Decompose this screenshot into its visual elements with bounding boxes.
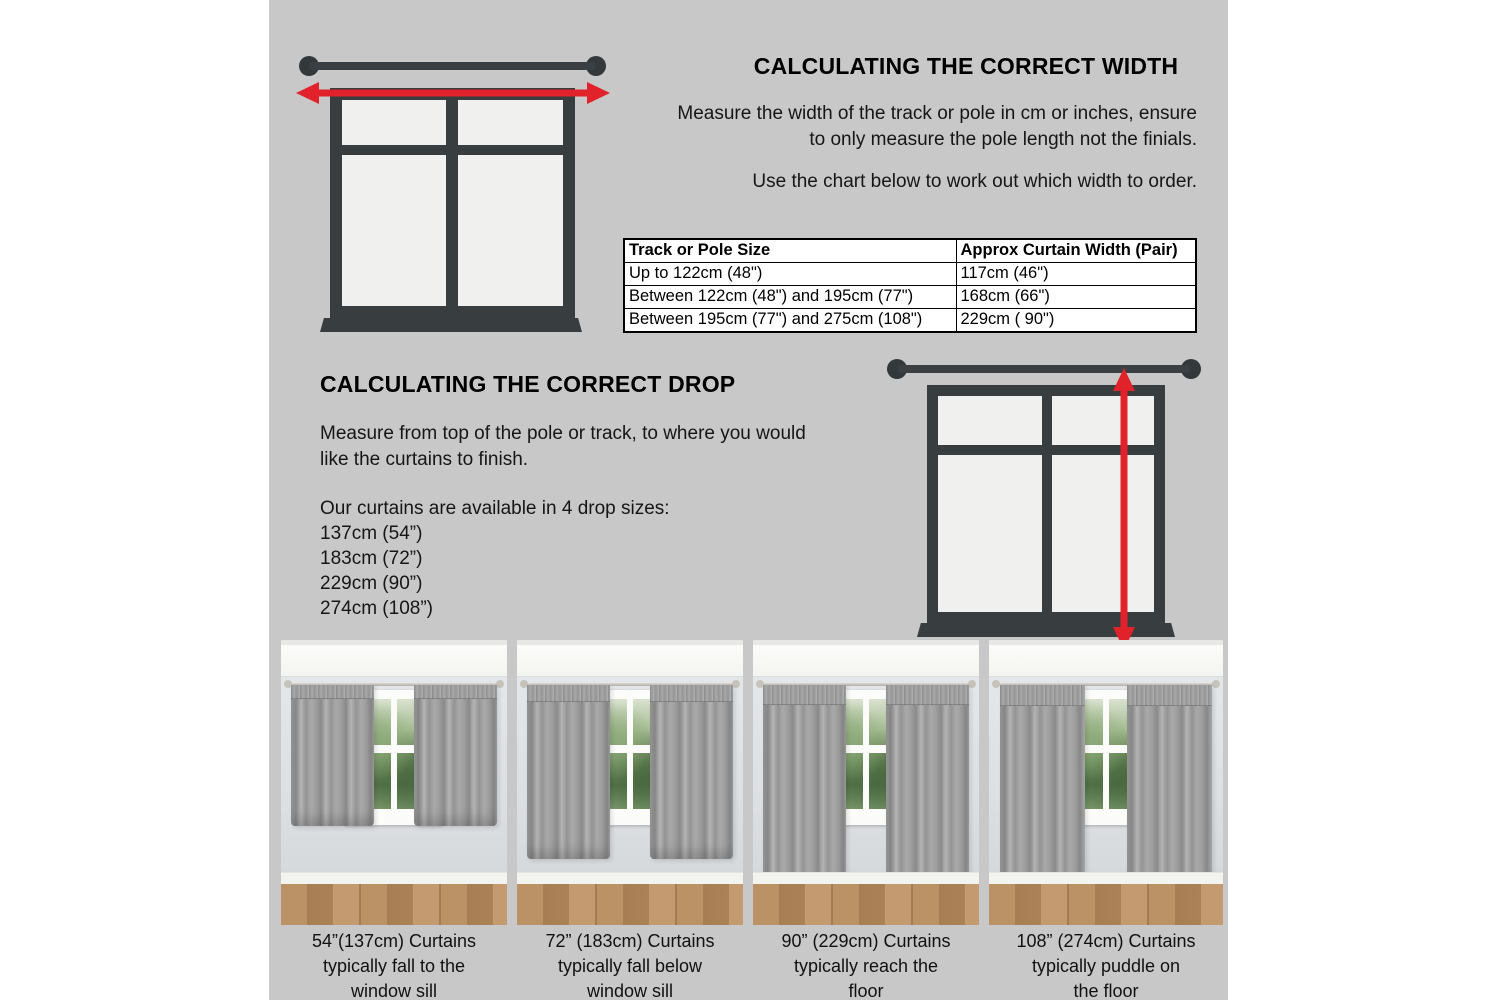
- column-header-curtain-width: Approx Curtain Width (Pair): [956, 239, 1196, 263]
- photo-ceiling: [517, 640, 743, 677]
- width-instruction-line: to only measure the pole length not the finials.: [809, 129, 1197, 150]
- drop-sizes-intro: Our curtains are available in 4 drop sizes:: [320, 498, 670, 519]
- curtain-panel-right: [650, 685, 732, 859]
- width-chart-hint: Use the chart below to work out which width to order.: [752, 171, 1197, 192]
- photo-ceiling: [989, 640, 1223, 677]
- photo-wood-floor: [753, 884, 979, 925]
- curtain-panel-right: [886, 685, 968, 892]
- caption-line: typically fall below: [557, 956, 703, 976]
- caption-54in: [281, 929, 507, 1000]
- window-pane: [938, 455, 1042, 612]
- caption-line: window sill: [586, 981, 674, 1000]
- curtain-panel-right: [414, 685, 496, 826]
- table-row: [624, 263, 1196, 286]
- photo-skirting-board: [517, 872, 743, 884]
- window-illustration: [330, 88, 575, 318]
- drop-size-item: 183cm (72”): [320, 548, 423, 569]
- caption-line: floor: [848, 981, 884, 1000]
- photo-window-mullion: [391, 690, 397, 818]
- window-pane: [938, 396, 1042, 445]
- window-pane: [1052, 396, 1154, 445]
- curtain-width-cell: 117cm (46"): [956, 263, 1196, 286]
- caption-72in: [517, 929, 743, 1000]
- caption-line: typically puddle on: [1031, 956, 1181, 976]
- example-photo-54in: [281, 640, 507, 925]
- photo-skirting-board: [281, 872, 507, 884]
- drop-size-item: 229cm (90”): [320, 573, 423, 594]
- caption-line: window sill: [350, 981, 438, 1000]
- window-pane: [342, 100, 446, 145]
- curtain-panel-left: [763, 685, 845, 892]
- photo-wood-floor: [281, 884, 507, 925]
- width-instruction-line: Measure the width of the track or pole in cm or inches, ensure: [677, 103, 1197, 124]
- pole-size-cell: Between 122cm (48") and 195cm (77"): [624, 286, 956, 309]
- photo-ceiling: [753, 640, 979, 677]
- table-header-row: [624, 239, 1196, 263]
- width-instructions: [620, 101, 1197, 153]
- curtain-width-cell: 229cm ( 90"): [956, 309, 1196, 333]
- caption-line: typically fall to the: [322, 956, 466, 976]
- caption-line: 90” (229cm) Curtains: [781, 931, 951, 951]
- caption-108in: [989, 929, 1223, 1000]
- drop-section-title: CALCULATING THE CORRECT DROP: [320, 371, 736, 397]
- caption-90in: [753, 929, 979, 1000]
- window-pane: [342, 155, 446, 306]
- example-photo-90in: [753, 640, 979, 925]
- photo-wood-floor: [517, 884, 743, 925]
- window-sill: [320, 318, 582, 332]
- width-section-title: CALCULATING THE CORRECT WIDTH: [753, 53, 1179, 79]
- curtain-panel-left: [291, 685, 373, 826]
- pole-size-cell: Up to 122cm (48"): [624, 263, 956, 286]
- photo-window-mullion: [863, 690, 869, 818]
- table-row: [624, 286, 1196, 309]
- window-pane: [1052, 455, 1154, 612]
- drop-instruction-line: like the curtains to finish.: [320, 449, 529, 470]
- drop-measure-arrow-icon: [1111, 368, 1137, 650]
- caption-line: 72” (183cm) Curtains: [545, 931, 715, 951]
- caption-line: the floor: [1073, 981, 1139, 1000]
- width-measure-arrow-icon: [296, 80, 610, 106]
- drop-size-item: 137cm (54”): [320, 523, 423, 544]
- photo-window-mullion: [627, 690, 633, 818]
- window-pane: [458, 155, 563, 306]
- column-header-pole-size: Track or Pole Size: [624, 239, 956, 263]
- window-pane: [458, 100, 563, 145]
- photo-skirting-board: [753, 872, 979, 884]
- curtain-size-table: [623, 238, 1197, 333]
- caption-line: 54”(137cm) Curtains: [311, 931, 477, 951]
- table-row: [624, 309, 1196, 333]
- drop-sizes-list: [320, 496, 740, 621]
- curtain-panel-left: [527, 685, 609, 859]
- curtain-pole-icon: [897, 365, 1191, 373]
- photo-window-mullion: [1103, 690, 1109, 818]
- photo-ceiling: [281, 640, 507, 677]
- example-photo-108in: [989, 640, 1223, 925]
- curtain-width-cell: 168cm (66"): [956, 286, 1196, 309]
- drop-instructions: [320, 421, 900, 473]
- caption-line: typically reach the: [793, 956, 939, 976]
- curtain-pole-icon: [309, 62, 596, 70]
- photo-skirting-board: [989, 872, 1223, 884]
- drop-instruction-line: Measure from top of the pole or track, to where you would: [320, 423, 806, 444]
- example-photo-72in: [517, 640, 743, 925]
- drop-size-item: 274cm (108”): [320, 598, 433, 619]
- pole-size-cell: Between 195cm (77") and 275cm (108"): [624, 309, 956, 333]
- photo-wood-floor: [989, 884, 1223, 925]
- caption-line: 108” (274cm) Curtains: [1016, 931, 1196, 951]
